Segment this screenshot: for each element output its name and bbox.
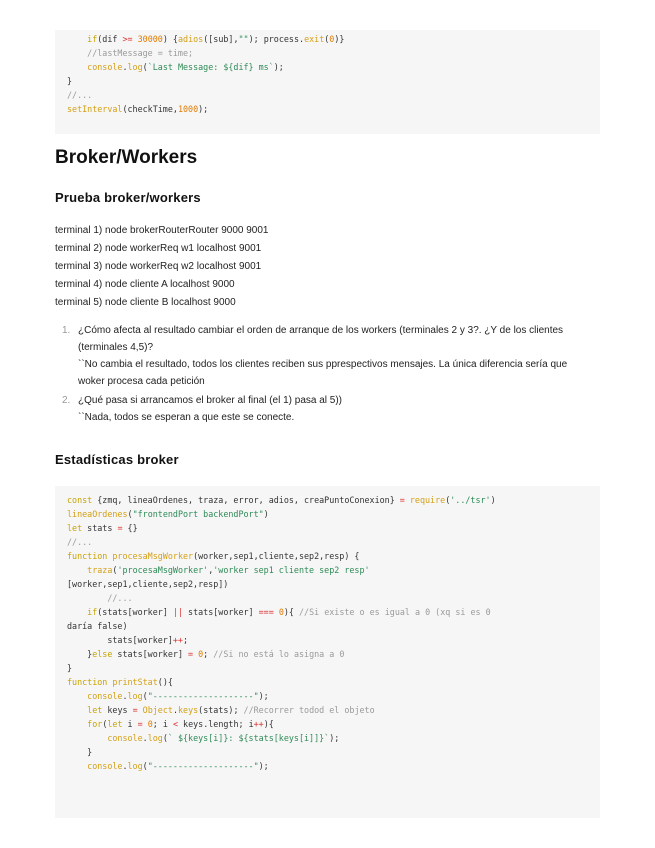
question-text: ¿Cómo afecta al resultado cambiar el orden de arranque de los workers (terminales 2 y 3?. ¿Y de los clientes (terminales 4,5)? (78, 325, 564, 353)
code-line: traza('procesaMsgWorker','worker sep1 cliente sep2 resp' (87, 565, 370, 575)
subsection-title-prueba: Prueba broker/workers (55, 190, 201, 205)
terminal-line: terminal 4) node cliente A localhost 9000 (55, 279, 235, 290)
code-line: function printStat(){ (67, 677, 173, 687)
subsection-title-estadisticas: Estadísticas broker (55, 452, 179, 467)
code-line: console.log("--------------------"); (87, 761, 269, 771)
code-line: setInterval(checkTime,1000); (67, 104, 209, 114)
list-item (62, 322, 592, 390)
terminal-line: terminal 3) node workerReq w2 localhost 9001 (55, 261, 262, 272)
list-number: 1. (62, 325, 71, 336)
code-line: console.log(`Last Message: ${dif} ms`); (87, 62, 284, 72)
question-text: ¿Qué pasa si arrancamos el broker al final (el 1) pasa al 5)) (78, 395, 343, 406)
code-line: } (67, 747, 93, 757)
list-item (62, 392, 592, 426)
code-line: function procesaMsgWorker(worker,sep1,cliente,sep2,resp) { (67, 551, 360, 561)
code-line: stats[worker]++; (67, 635, 189, 645)
code-line: if(stats[worker] || stats[worker] === 0){ //Si existe o es igual a 0 (xq si es 0 (87, 607, 491, 617)
terminal-list (55, 222, 268, 312)
code-block-bottom (55, 486, 600, 818)
terminal-line: terminal 1) node brokerRouterRouter 9000 9001 (55, 225, 269, 236)
code-line: console.log("--------------------"); (87, 691, 269, 701)
question-list (62, 322, 592, 426)
code-line: }else stats[worker] = 0; //Si no está lo asigna a 0 (67, 649, 345, 659)
answer-text: ``Nada, todos se esperan a que este se conecte. (78, 412, 295, 423)
answer-text: ``No cambia el resultado, todos los clientes reciben sus pprespectivos mensajes. La única diferencia sería que woker procesa cada petición (78, 359, 568, 387)
code-line: } (67, 76, 73, 86)
code-line: let keys = Object.keys(stats); //Recorrer todod el objeto (87, 705, 375, 715)
code-line: let stats = {} (67, 523, 138, 533)
code-line: lineaOrdenes("frontendPort backendPort") (67, 509, 269, 519)
list-number: 2. (62, 395, 71, 406)
code-line: //... (107, 593, 133, 603)
code-line: //... (67, 537, 93, 547)
code-line: if(dif >= 30000) {adios([sub],""); process.exit(0)} (87, 34, 345, 44)
code-line: console.log(` ${keys[i]}: ${stats[keys[i]]}`); (107, 733, 340, 743)
code-block-top (55, 30, 600, 134)
code-line: //... (67, 90, 93, 100)
code-line: } (67, 663, 73, 673)
section-title: Broker/Workers (55, 147, 198, 168)
code-line: daría false) (67, 621, 128, 631)
code-line: const {zmq, lineaOrdenes, traza, error, adios, creaPuntoConexion} = require('../tsr') (67, 495, 496, 505)
code-line: //lastMessage = time; (87, 48, 194, 58)
code-line: [worker,sep1,cliente,sep2,resp]) (67, 579, 229, 589)
terminal-line: terminal 2) node workerReq w1 localhost 9001 (55, 243, 262, 254)
code-line: for(let i = 0; i < keys.length; i++){ (87, 719, 274, 729)
terminal-line: terminal 5) node cliente B localhost 9000 (55, 297, 236, 308)
